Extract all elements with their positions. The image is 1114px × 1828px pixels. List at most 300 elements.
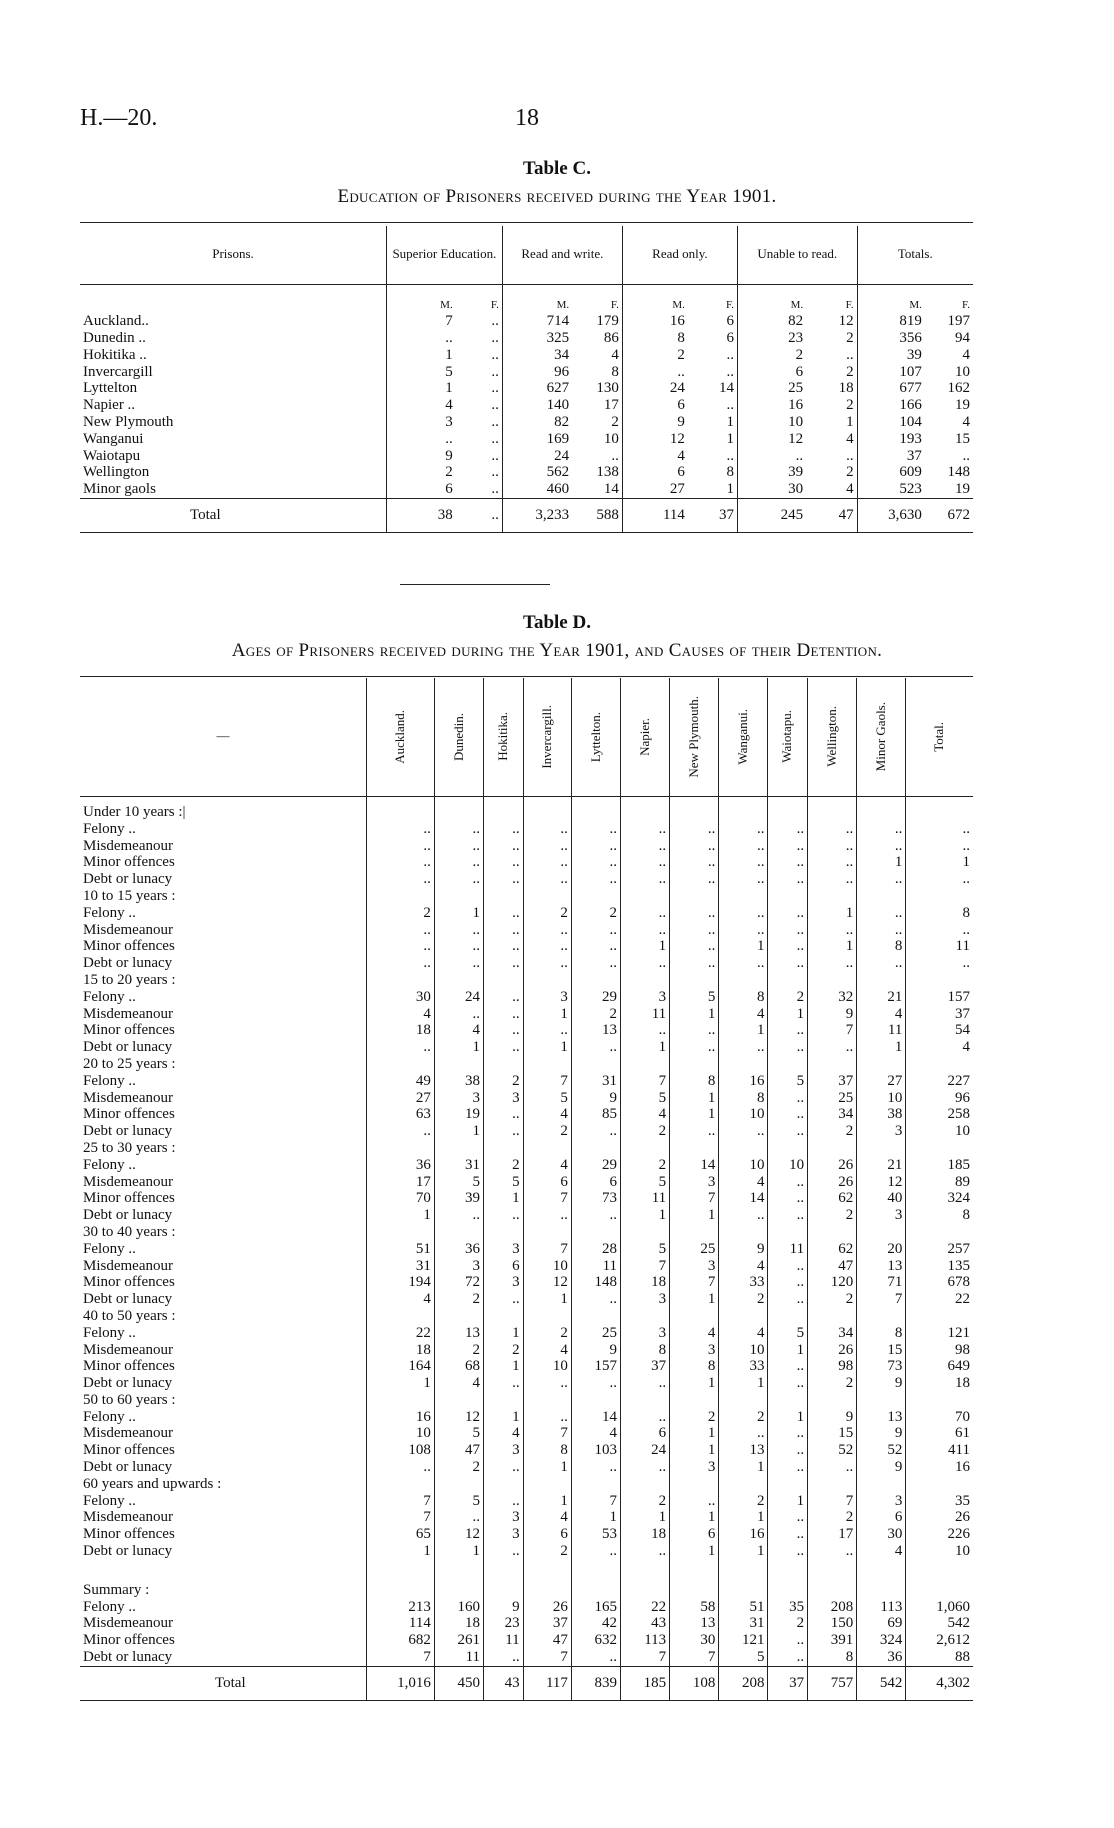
cell-value: .. [571, 1291, 620, 1308]
cell-value: 22 [621, 1599, 670, 1616]
cell-value: 37 [955, 1005, 970, 1022]
cell-value: 27 [669, 481, 685, 498]
table-row [80, 871, 973, 888]
cell-value: 21 [857, 989, 906, 1006]
cell-value: 26 [808, 1174, 857, 1191]
column-header [523, 678, 571, 796]
cell-value: 157 [571, 1358, 620, 1375]
total-value: 245 [737, 499, 806, 533]
cell-value: .. [484, 938, 524, 955]
column-header [571, 678, 620, 796]
cell-value: .. [621, 1543, 670, 1560]
blank-cell [808, 804, 857, 821]
blank-cell [857, 1392, 906, 1409]
cell-value: .. [456, 431, 503, 448]
cell-value: .. [434, 938, 483, 955]
table-row [80, 1123, 973, 1140]
cell-value: 8 [719, 1090, 768, 1107]
cell-value: 324 [857, 1632, 906, 1649]
cell-value: .. [857, 871, 906, 888]
cell-value: 2 [795, 346, 804, 363]
cell-value: 2 [434, 1459, 483, 1476]
blank-cell [484, 1140, 524, 1157]
cell-value: .. [670, 938, 719, 955]
cell-value: 1 [719, 1022, 768, 1039]
cell-value: 16 [367, 1409, 435, 1426]
cell-value: 562 [546, 464, 570, 481]
cell-value: 86 [572, 330, 622, 347]
cell-value: 4 [806, 481, 857, 498]
table-row [80, 1342, 973, 1359]
table-d [80, 678, 973, 1701]
cell-value: 108 [367, 1442, 435, 1459]
cell-value: 10 [955, 1543, 970, 1560]
total-value: 185 [621, 1666, 670, 1700]
cell-value: .. [719, 821, 768, 838]
cell-value: 8 [857, 938, 906, 955]
column-header-label: Total. [931, 721, 947, 752]
blank-cell [434, 1582, 483, 1599]
cell-value: 54 [955, 1022, 970, 1039]
cell-value: 16 [788, 397, 804, 414]
cell-value: .. [808, 854, 857, 871]
cell-value: 10 [955, 363, 970, 380]
cell-value: .. [768, 1274, 808, 1291]
cell-value: .. [768, 905, 808, 922]
cell-value: 2 [621, 1493, 670, 1510]
table-row [80, 1073, 973, 1090]
cell-value: 1 [434, 905, 483, 922]
cell-value: 37 [621, 1358, 670, 1375]
cell-value: 16 [719, 1526, 768, 1543]
cell-value: 1 [484, 1409, 524, 1426]
offence-label: Misdemeanour [80, 1615, 367, 1632]
cell-value: .. [621, 955, 670, 972]
table-row [80, 1425, 973, 1442]
offence-label: Debt or lunacy [80, 1459, 367, 1476]
cell-value: 8 [572, 364, 622, 381]
offence-label: Minor offences [80, 1190, 367, 1207]
cell-value: 71 [857, 1274, 906, 1291]
cell-value: 12 [788, 430, 804, 447]
blank-cell [621, 804, 670, 821]
cell-value: 1 [962, 854, 970, 871]
table-c-f-label: F. [806, 284, 857, 313]
column-header-label: Minor Gaols. [872, 702, 888, 772]
cell-value: 9 [445, 447, 453, 464]
cell-value: .. [484, 989, 524, 1006]
cell-value: 26 [955, 1509, 970, 1526]
column-header [808, 678, 857, 796]
table-row [80, 1358, 973, 1375]
cell-value: 4 [806, 431, 857, 448]
cell-value: .. [768, 1526, 808, 1543]
blank-cell [768, 1476, 808, 1493]
spacer [906, 1560, 973, 1582]
total-value: 43 [484, 1666, 524, 1700]
cell-value: 9 [484, 1599, 524, 1616]
blank-cell [367, 1582, 435, 1599]
cell-value: 10 [719, 1342, 768, 1359]
total-label: Total [80, 1666, 367, 1700]
blank-cell [434, 1056, 483, 1073]
column-header-label: Invercargill. [538, 704, 554, 769]
cell-value: 25 [670, 1241, 719, 1258]
cell-value: 47 [808, 1258, 857, 1275]
cell-value: .. [621, 1375, 670, 1392]
cell-value: 8 [670, 1358, 719, 1375]
cell-value: .. [484, 1459, 524, 1476]
cell-value: .. [670, 1022, 719, 1039]
cell-value: .. [719, 955, 768, 972]
cell-value: 1 [688, 414, 738, 431]
cell-value: 4 [367, 1291, 435, 1308]
group-row [80, 1056, 973, 1073]
cell-value: 162 [947, 380, 970, 397]
cell-value: 3 [434, 1258, 483, 1275]
cell-value: 2 [768, 1615, 808, 1632]
cell-value: .. [523, 838, 571, 855]
cell-value: 31 [719, 1615, 768, 1632]
cell-value: 30 [367, 989, 435, 1006]
blank-cell [434, 1392, 483, 1409]
cell-value: 6 [571, 1174, 620, 1191]
cell-value: 2 [670, 1409, 719, 1426]
cell-value: 19 [434, 1106, 483, 1123]
table-row [80, 313, 973, 330]
cell-value: 148 [571, 1274, 620, 1291]
page-number: 18 [515, 105, 539, 131]
table-c-header-read-write: Read and write. [502, 226, 622, 284]
column-header [621, 678, 670, 796]
group-row [80, 1140, 973, 1157]
cell-value: .. [719, 1425, 768, 1442]
offence-label: Minor offences [80, 854, 367, 871]
cell-value: 40 [857, 1190, 906, 1207]
cell-value: 8 [962, 1207, 970, 1224]
cell-value: 120 [808, 1274, 857, 1291]
spacer [621, 1560, 670, 1582]
cell-value: 3 [484, 1241, 524, 1258]
cell-value: .. [434, 955, 483, 972]
cell-value: 1 [670, 1207, 719, 1224]
cell-value: 14 [571, 1409, 620, 1426]
blank-cell [719, 1224, 768, 1241]
cell-value: .. [367, 838, 435, 855]
cell-value: 6 [621, 1425, 670, 1442]
table-row [80, 955, 973, 972]
cell-value: .. [484, 838, 524, 855]
cell-value: .. [768, 1509, 808, 1526]
blank-cell [670, 972, 719, 989]
table-c-mf-blank [80, 284, 387, 313]
blank-cell [571, 1308, 620, 1325]
cell-value: 7 [523, 1073, 571, 1090]
offence-label: Debt or lunacy [80, 1123, 367, 1140]
blank-cell [621, 1056, 670, 1073]
cell-value: 227 [947, 1072, 970, 1089]
blank-cell [621, 1476, 670, 1493]
blank-cell [434, 1224, 483, 1241]
cell-value: .. [523, 955, 571, 972]
cell-value: 1 [445, 346, 453, 363]
cell-value: 2 [523, 1123, 571, 1140]
cell-value: .. [456, 380, 503, 397]
blank-cell [621, 1140, 670, 1157]
table-row [80, 1190, 973, 1207]
cell-value: 15 [955, 430, 970, 447]
total-label: Total [80, 499, 387, 533]
cell-value: 150 [808, 1615, 857, 1632]
cell-value: 4 [962, 1039, 970, 1056]
cell-value: 6 [857, 1509, 906, 1526]
cell-value: 61 [955, 1425, 970, 1442]
blank-cell [670, 1582, 719, 1599]
cell-value: 10 [367, 1425, 435, 1442]
cell-value: 12 [857, 1174, 906, 1191]
blank-cell [906, 1056, 973, 1073]
cell-value: 3 [484, 1090, 524, 1107]
cell-value: .. [456, 481, 503, 498]
prison-name: Napier .. [80, 397, 387, 414]
cell-value: 16 [955, 1459, 970, 1476]
group-row [80, 1392, 973, 1409]
age-group-label: 30 to 40 years : [80, 1224, 367, 1241]
cell-value: .. [719, 905, 768, 922]
cell-value: .. [523, 1375, 571, 1392]
cell-value: 1 [808, 938, 857, 955]
cell-value: 35 [955, 1492, 970, 1509]
total-value: 4,302 [906, 1666, 973, 1700]
cell-value: 18 [367, 1342, 435, 1359]
cell-value: 11 [434, 1649, 483, 1666]
cell-value: 26 [808, 1157, 857, 1174]
cell-value: 2 [523, 1543, 571, 1560]
table-row [80, 1006, 973, 1023]
cell-value: 3 [621, 989, 670, 1006]
blank-cell [808, 1140, 857, 1157]
column-header [768, 678, 808, 796]
cell-value: 11 [621, 1006, 670, 1023]
cell-value: .. [523, 1409, 571, 1426]
cell-value: .. [719, 1039, 768, 1056]
cell-value: 2 [484, 1342, 524, 1359]
spacer [571, 796, 620, 804]
cell-value: 1 [768, 1342, 808, 1359]
cell-value: .. [434, 1006, 483, 1023]
blank-cell [484, 1308, 524, 1325]
cell-value: 43 [621, 1615, 670, 1632]
cell-value: 12 [523, 1274, 571, 1291]
blank-cell [768, 972, 808, 989]
cell-value: .. [670, 955, 719, 972]
blank-cell [906, 1308, 973, 1325]
cell-value: 1 [806, 414, 857, 431]
cell-value: 3 [523, 989, 571, 1006]
spacer [367, 796, 435, 804]
total-value: 839 [571, 1666, 620, 1700]
cell-value: .. [523, 1207, 571, 1224]
cell-value: 7 [523, 1649, 571, 1666]
cell-value: 96 [955, 1089, 970, 1106]
cell-value: 1 [670, 1090, 719, 1107]
cell-value: 23 [484, 1615, 524, 1632]
prison-name: Lyttelton [80, 380, 387, 397]
total-value: 757 [808, 1666, 857, 1700]
cell-value: 4 [719, 1174, 768, 1191]
cell-value: .. [367, 922, 435, 939]
table-row [80, 464, 973, 481]
cell-value: 63 [367, 1106, 435, 1123]
prison-name: Wellington [80, 464, 387, 481]
cell-value: 39 [434, 1190, 483, 1207]
cell-value: .. [670, 905, 719, 922]
cell-value: .. [367, 1039, 435, 1056]
cell-value: 7 [670, 1274, 719, 1291]
cell-value: .. [808, 922, 857, 939]
spacer [80, 796, 367, 804]
blank-cell [768, 1140, 808, 1157]
cell-value: 1 [719, 938, 768, 955]
age-group-label: 10 to 15 years : [80, 888, 367, 905]
cell-value: .. [434, 821, 483, 838]
cell-value: 157 [947, 988, 970, 1005]
cell-value: 18 [434, 1615, 483, 1632]
blank-cell [523, 1308, 571, 1325]
cell-value: 10 [523, 1358, 571, 1375]
cell-value: .. [484, 871, 524, 888]
table-total-row [80, 1666, 973, 1700]
cell-value: 5 [484, 1174, 524, 1191]
cell-value: .. [768, 1425, 808, 1442]
cell-value: 89 [955, 1173, 970, 1190]
cell-value: .. [484, 922, 524, 939]
total-value: 208 [719, 1666, 768, 1700]
spacer [808, 796, 857, 804]
spacer [523, 1560, 571, 1582]
cell-value: 4 [670, 1325, 719, 1342]
spacer [906, 796, 973, 804]
cell-value: 1 [367, 1375, 435, 1392]
offence-label: Misdemeanour [80, 1342, 367, 1359]
column-header [434, 678, 483, 796]
cell-value: 2 [572, 414, 622, 431]
table-c-m-label: M. [672, 298, 685, 311]
cell-value: 17 [808, 1526, 857, 1543]
blank-cell [434, 804, 483, 821]
cell-value: 7 [523, 1190, 571, 1207]
table-row [80, 1174, 973, 1191]
cell-value: 10 [788, 414, 804, 431]
cell-value: .. [367, 871, 435, 888]
cell-value: 9 [677, 414, 685, 431]
cell-value: 3 [670, 1174, 719, 1191]
table-row [80, 431, 973, 448]
cell-value: 2 [434, 1291, 483, 1308]
blank-cell [523, 1140, 571, 1157]
table-row [80, 1543, 973, 1560]
cell-value: 1 [367, 1543, 435, 1560]
offence-label: Felony .. [80, 1409, 367, 1426]
table-row [80, 1325, 973, 1342]
cell-value: 1 [670, 1375, 719, 1392]
cell-value: .. [768, 821, 808, 838]
blank-cell [367, 1140, 435, 1157]
cell-value: 3 [857, 1123, 906, 1140]
table-row [80, 1459, 973, 1476]
cell-value: 632 [571, 1632, 620, 1649]
cell-value: .. [621, 905, 670, 922]
cell-value: 4 [719, 1006, 768, 1023]
cell-value: 5 [621, 1241, 670, 1258]
blank-cell [621, 888, 670, 905]
blank-cell [367, 1476, 435, 1493]
cell-value: .. [571, 955, 620, 972]
offence-label: Debt or lunacy [80, 955, 367, 972]
cell-value: 8 [857, 1325, 906, 1342]
cell-value: .. [621, 871, 670, 888]
table-d-title: Table D. [523, 612, 591, 633]
blank-cell [808, 1392, 857, 1409]
cell-value: .. [768, 922, 808, 939]
cell-value: 257 [947, 1240, 970, 1257]
cell-value: .. [434, 854, 483, 871]
cell-value: .. [445, 330, 453, 347]
cell-value: 1,060 [936, 1598, 970, 1615]
blank-cell [484, 804, 524, 821]
cell-value: .. [571, 938, 620, 955]
cell-value: 24 [621, 1442, 670, 1459]
prison-name: Invercargill [80, 364, 387, 381]
cell-value: 6 [688, 330, 738, 347]
blank-cell [523, 1056, 571, 1073]
cell-value: 1 [719, 1543, 768, 1560]
blank-cell [367, 1224, 435, 1241]
cell-value: 9 [719, 1241, 768, 1258]
cell-value: .. [670, 1039, 719, 1056]
blank-cell [484, 1224, 524, 1241]
cell-value: 1 [523, 1291, 571, 1308]
prison-name: New Plymouth [80, 414, 387, 431]
cell-value: .. [571, 1039, 620, 1056]
cell-value: .. [621, 821, 670, 838]
table-row [80, 838, 973, 855]
blank-cell [719, 1056, 768, 1073]
cell-value: .. [571, 871, 620, 888]
cell-value: .. [962, 955, 970, 972]
prison-name: Waiotapu [80, 448, 387, 465]
cell-value: 9 [808, 1409, 857, 1426]
cell-value: .. [367, 955, 435, 972]
blank-cell [768, 1392, 808, 1409]
cell-value: 58 [670, 1599, 719, 1616]
cell-value: .. [768, 1375, 808, 1392]
blank-cell [523, 1224, 571, 1241]
blank-cell [484, 1392, 524, 1409]
blank-cell [808, 1056, 857, 1073]
table-c-m-label: M. [556, 298, 570, 311]
table-row [80, 1493, 973, 1510]
offence-label: Minor offences [80, 1274, 367, 1291]
cell-value: 6 [484, 1258, 524, 1275]
cell-value: .. [857, 838, 906, 855]
cell-value: .. [768, 955, 808, 972]
cell-value: 14 [572, 481, 622, 498]
cell-value: .. [719, 854, 768, 871]
cell-value: 148 [947, 464, 970, 481]
blank-cell [906, 1476, 973, 1493]
cell-value: .. [367, 854, 435, 871]
